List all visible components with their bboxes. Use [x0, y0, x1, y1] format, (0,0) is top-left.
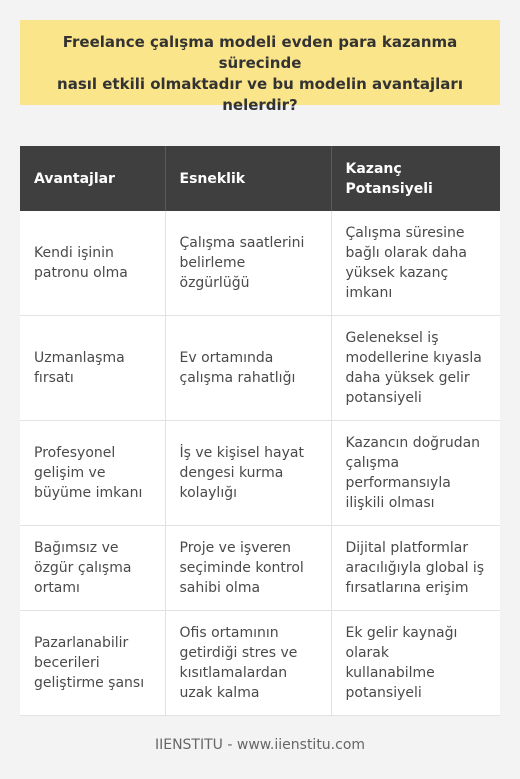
table-cell: [165, 611, 331, 716]
cell-text-line: uzak kalma: [179, 685, 260, 701]
cell-text-line: potansiyeli: [345, 390, 422, 406]
cell-text-line: bağlı olarak daha: [345, 245, 467, 261]
cell-text-line: Geleneksel iş: [345, 330, 439, 346]
cell-text-line: Kazanç: [345, 160, 402, 177]
table-cell: [165, 211, 331, 316]
cell-text-line: belirleme: [179, 255, 246, 271]
cell-text-line: Çalışma süresine: [345, 225, 465, 241]
cell-text-line: olarak: [345, 645, 389, 661]
cell-text-line: Uzmanlaşma: [34, 350, 125, 366]
cell-text-line: performansıyla: [345, 475, 451, 491]
cell-text-line: patronu olma: [34, 265, 128, 281]
cell-text-line: Proje ve işveren: [179, 540, 292, 556]
table-cell: [20, 526, 165, 611]
question-line: Freelance çalışma modeli evden para kazanma sürecinde: [62, 33, 458, 72]
cell-text-line: ortamı: [34, 580, 80, 596]
cell-text-line: becerileri: [34, 655, 100, 671]
cell-text-line: geliştirme şansı: [34, 675, 145, 691]
cell-text-line: Potansiyeli: [345, 180, 433, 197]
header-earning-potential: [331, 146, 500, 211]
cell-text-line: özgürlüğü: [179, 275, 250, 291]
cell-text-line: Pazarlanabilir: [34, 635, 129, 651]
table-cell: [20, 611, 165, 716]
table-row: [20, 611, 500, 716]
table-row: [20, 211, 500, 316]
cell-text-line: Kazancın doğrudan: [345, 435, 481, 451]
cell-text-line: Ofis ortamının: [179, 625, 279, 641]
cell-text-line: Ev ortamında: [179, 350, 274, 366]
cell-text-line: Esneklik: [179, 170, 246, 187]
table-cell: [331, 526, 500, 611]
cell-text-line: kolaylığı: [179, 485, 237, 501]
question-line: nelerdir?: [222, 96, 298, 114]
table-cell: [331, 316, 500, 421]
cell-text-line: aracılığıyla global iş: [345, 560, 485, 576]
table-row: [20, 316, 500, 421]
cell-text-line: fırsatlarına erişim: [345, 580, 469, 596]
header-advantages: [20, 146, 165, 211]
table-cell: [331, 211, 500, 316]
table-cell: [20, 316, 165, 421]
cell-text-line: imkanı: [345, 285, 393, 301]
table-cell: [165, 316, 331, 421]
table-cell: [331, 611, 500, 716]
cell-text-line: özgür çalışma: [34, 560, 132, 576]
cell-text-line: kısıtlamalardan: [179, 665, 288, 681]
advantages-table: [20, 146, 500, 716]
table-row: [20, 526, 500, 611]
table-header-row: [20, 146, 500, 211]
cell-text-line: Profesyonel: [34, 445, 116, 461]
cell-text-line: ilişkili olması: [345, 495, 435, 511]
cell-text-line: dengesi kurma: [179, 465, 284, 481]
cell-text-line: getirdiği stres ve: [179, 645, 298, 661]
cell-text-line: fırsatı: [34, 370, 74, 386]
cell-text-line: gelişim ve: [34, 465, 106, 481]
table-row: [20, 421, 500, 526]
cell-text-line: sahibi olma: [179, 580, 261, 596]
header-flexibility: [165, 146, 331, 211]
cell-text-line: çalışma: [345, 455, 400, 471]
cell-text-line: Ek gelir kaynağı: [345, 625, 458, 641]
cell-text-line: Çalışma saatlerini: [179, 235, 305, 251]
cell-text-line: Bağımsız ve: [34, 540, 119, 556]
cell-text-line: Avantajlar: [34, 170, 115, 187]
cell-text-line: yüksek kazanç: [345, 265, 449, 281]
cell-text-line: seçiminde kontrol: [179, 560, 304, 576]
cell-text-line: İş ve kişisel hayat: [179, 445, 304, 461]
table-cell: [20, 211, 165, 316]
table-cell: [331, 421, 500, 526]
table-cell: [165, 526, 331, 611]
cell-text-line: çalışma rahatlığı: [179, 370, 296, 386]
cell-text-line: büyüme imkanı: [34, 485, 143, 501]
question-box: [20, 20, 500, 114]
table-cell: [20, 421, 165, 526]
cell-text-line: Kendi işinin: [34, 245, 114, 261]
footer-credit: IIENSTITU - www.iienstitu.com: [154, 737, 366, 753]
cell-text-line: modellerine kıyasla: [345, 350, 482, 366]
cell-text-line: Dijital platformlar: [345, 540, 469, 556]
cell-text-line: kullanabilme: [345, 665, 435, 681]
table-cell: [165, 421, 331, 526]
cell-text-line: daha yüksek gelir: [345, 370, 470, 386]
cell-text-line: potansiyeli: [345, 685, 422, 701]
question-line: nasıl etkili olmaktadır ve bu modelin avantajları: [57, 75, 463, 93]
